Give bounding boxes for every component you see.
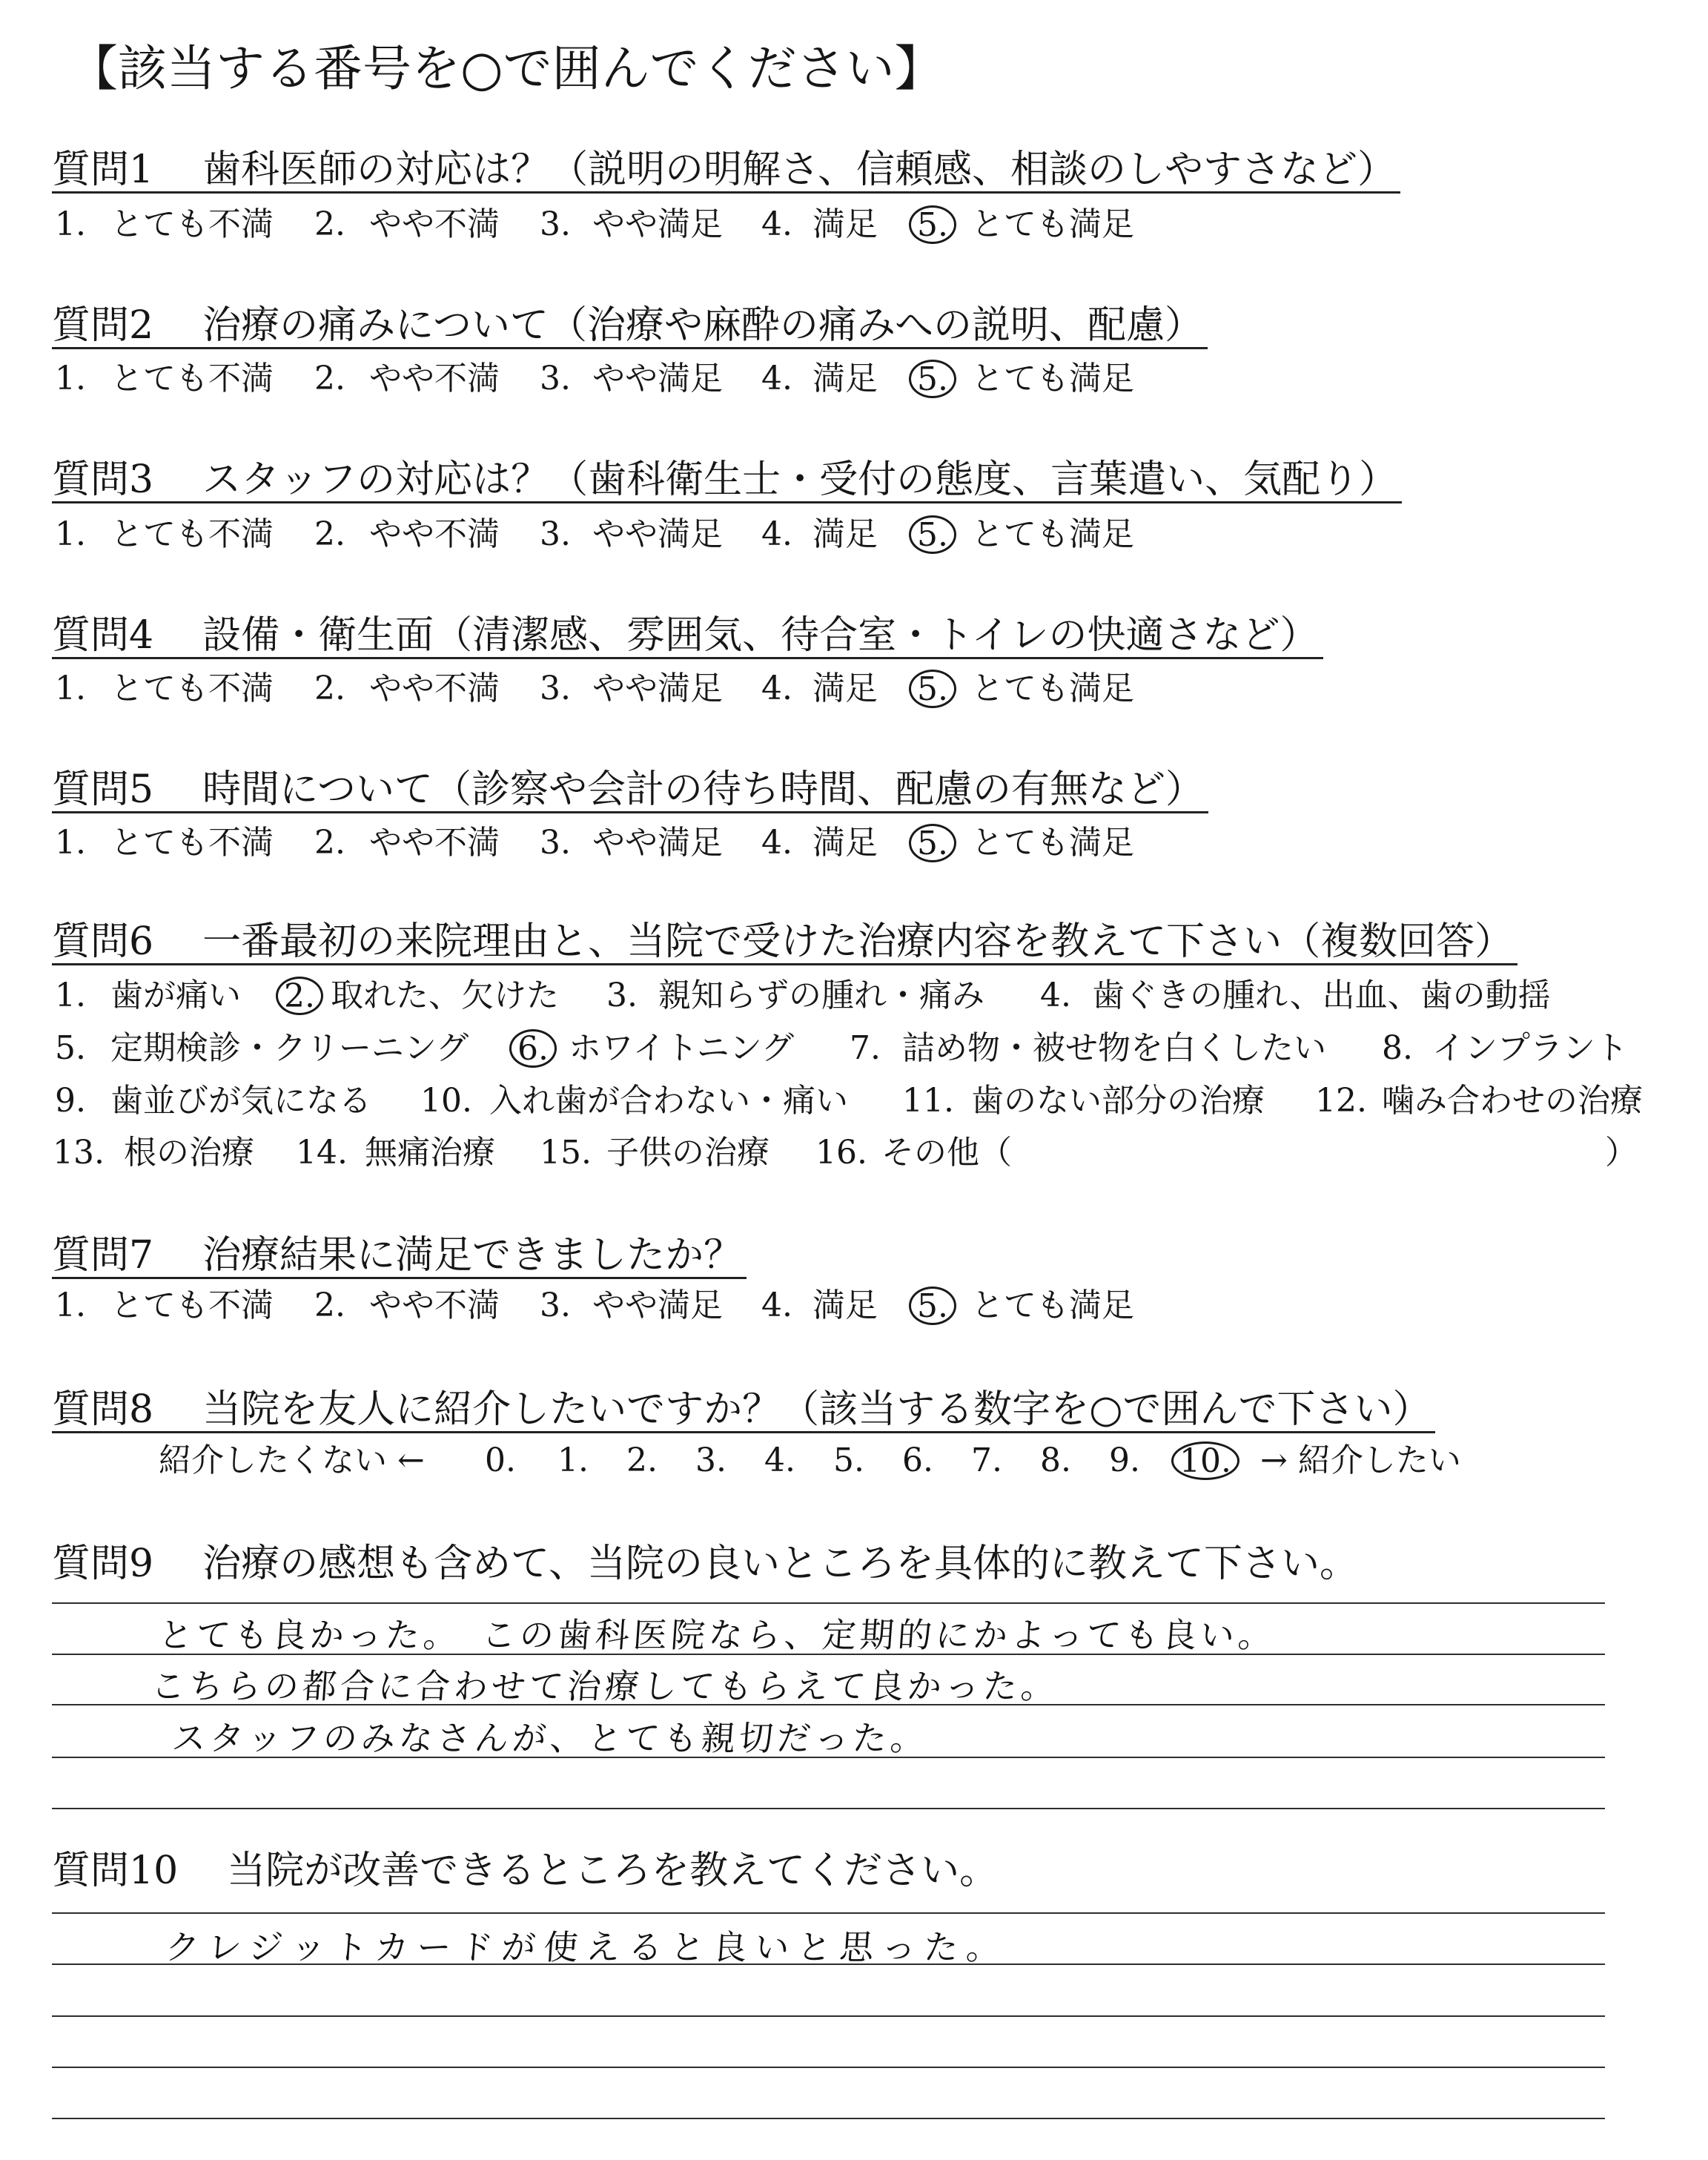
- scale-0: 0.: [485, 1441, 516, 1479]
- q4-option-5-number: 5.: [909, 670, 956, 708]
- question-8-heading: [52, 1388, 1435, 1433]
- q5-option-2-number: 2.: [314, 824, 345, 862]
- q6-option-6-number: 6.: [509, 1029, 557, 1068]
- scale-5: 5.: [833, 1441, 864, 1479]
- q3-option-5-number: 5.: [909, 515, 956, 554]
- question-4-heading: [52, 614, 1323, 659]
- question-3-label: 質問3: [52, 458, 154, 502]
- q1-option-4-number: 4.: [761, 205, 792, 243]
- question-6-options-row-2: [0, 1028, 1708, 1069]
- question-9-text: 治療の感想も含めて、当院の良いところを具体的に教えて下さい。: [202, 1542, 1359, 1586]
- scale-9: 9.: [1109, 1441, 1140, 1479]
- q6-option-15-label: 子供の治療: [606, 1134, 769, 1172]
- question-9-heading: [52, 1542, 1363, 1585]
- q6-option-11-number: 11.: [902, 1082, 954, 1120]
- q3-option-1-label: とても不満: [110, 515, 274, 553]
- q6-other-close-paren: ）: [1605, 1134, 1638, 1172]
- q2-option-5-label: とても満足: [971, 360, 1134, 397]
- question-4-label: 質問4: [52, 613, 154, 658]
- question-7-options: [0, 1286, 1708, 1326]
- q2-option-2-number: 2.: [314, 360, 345, 397]
- q6-option-5-number: 5.: [55, 1029, 86, 1067]
- q4-option-2-label: やや不満: [369, 670, 500, 707]
- q5-option-1-number: 1.: [55, 824, 86, 862]
- question-1-heading: [52, 148, 1400, 194]
- q3-option-4-number: 4.: [761, 515, 792, 553]
- q2-option-1-label: とても不満: [110, 360, 274, 397]
- form-title: 【該当する番号を○で囲んでください】: [69, 40, 944, 97]
- q7-option-5-label: とても満足: [971, 1287, 1134, 1324]
- q6-option-12-number: 12.: [1315, 1082, 1367, 1120]
- question-6: [52, 920, 1517, 965]
- q4-option-1-number: 1.: [55, 670, 86, 707]
- q5-option-3-label: やや満足: [592, 824, 723, 862]
- q1-option-4-label: 満足: [812, 205, 878, 243]
- scale-high-label: → 紹介したい: [1260, 1441, 1461, 1479]
- q4-option-5-label: とても満足: [971, 670, 1134, 707]
- q1-option-5-number: 5.: [909, 205, 956, 244]
- q6-option-13-number: 13.: [53, 1134, 105, 1172]
- q6-option-7-number: 7.: [850, 1029, 881, 1067]
- q1-option-1-number: 1.: [55, 205, 86, 243]
- q5-option-4-number: 4.: [761, 824, 792, 862]
- question-10: [52, 1849, 1002, 1892]
- q4-option-3-label: やや満足: [592, 670, 723, 707]
- question-10-heading: [52, 1849, 1002, 1892]
- q6-option-14-number: 14.: [296, 1134, 348, 1172]
- scale-10: 10.: [1171, 1441, 1239, 1480]
- question-7-text: 治療結果に満足できましたか？: [202, 1233, 743, 1278]
- q6-option-5-label: 定期検診・クリーニング: [110, 1029, 469, 1067]
- q7-option-2-number: 2.: [314, 1287, 345, 1324]
- q6-option-8-number: 8.: [1382, 1029, 1413, 1067]
- q10-answer-line-3: [52, 2015, 1605, 2017]
- q10-answer-line-5: [52, 2118, 1605, 2119]
- q2-option-2-label: やや不満: [369, 360, 500, 397]
- question-6-options-row-3: [0, 1081, 1708, 1121]
- q6-option-10-label: 入れ歯が合わない・痛い: [489, 1082, 848, 1120]
- question-3: [52, 458, 1402, 503]
- q4-option-2-number: 2.: [314, 670, 345, 707]
- q7-option-4-number: 4.: [761, 1287, 792, 1324]
- q9-handwritten-answer-1: とても良かった。 この歯科医院なら、定期的にかよっても良い。: [157, 1615, 1277, 1655]
- q6-option-4-label: 歯ぐきの腫れ、出血、歯の動揺: [1092, 977, 1551, 1014]
- q6-option-6-label: ホワイトニング: [569, 1029, 795, 1067]
- question-7: [52, 1234, 747, 1279]
- q2-option-1-number: 1.: [55, 360, 86, 397]
- q5-option-3-number: 3.: [540, 824, 571, 862]
- question-2-text: 治療の痛みについて（治療や麻酔の痛みへの説明、配慮）: [202, 303, 1204, 348]
- question-9-label: 質問9: [52, 1542, 154, 1586]
- q4-option-4-label: 満足: [812, 670, 878, 707]
- question-5-text: 時間について（診察や会計の待ち時間、配慮の有無など）: [202, 767, 1205, 812]
- question-8-label: 質問8: [52, 1387, 154, 1432]
- q6-option-15-number: 15.: [540, 1134, 592, 1172]
- question-8-text: 当院を友人に紹介したいですか？（該当する数字を○で囲んで下さい）: [202, 1387, 1431, 1432]
- q5-option-2-label: やや不満: [369, 824, 500, 862]
- question-3-heading: [52, 458, 1402, 503]
- q6-option-1-label: 歯が痛い: [110, 977, 241, 1014]
- q7-option-1-number: 1.: [55, 1287, 86, 1324]
- question-6-options-row-4: [0, 1133, 1708, 1173]
- q6-option-4-number: 4.: [1040, 977, 1071, 1014]
- question-6-label: 質問6: [52, 919, 154, 964]
- q6-option-9-label: 歯並びが気になる: [110, 1082, 371, 1120]
- q7-option-4-label: 満足: [812, 1287, 878, 1324]
- scale-2: 2.: [626, 1441, 658, 1479]
- q6-option-12-label: 噛み合わせの治療: [1382, 1082, 1643, 1120]
- q10-handwritten-answer-1: クレジットカードが使えると良いと思った。: [164, 1927, 1010, 1967]
- q7-option-2-label: やや不満: [369, 1287, 500, 1324]
- q9-handwritten-answer-3: スタッフのみなさんが、とても親切だった。: [171, 1718, 930, 1758]
- question-5: [52, 768, 1208, 813]
- question-8-scale: [0, 1441, 1708, 1481]
- question-2-heading: [52, 304, 1208, 349]
- q3-option-2-number: 2.: [314, 515, 345, 553]
- q9-handwritten-answer-2: こちらの都合に合わせて治療してもらえて良かった。: [150, 1666, 1060, 1706]
- q6-option-9-number: 9.: [55, 1082, 86, 1120]
- q6-option-2-number: 2.: [276, 977, 323, 1015]
- q1-option-5-label: とても満足: [971, 205, 1134, 243]
- q4-option-3-number: 3.: [540, 670, 571, 707]
- q3-option-3-label: やや満足: [592, 515, 723, 553]
- question-1-text: 歯科医師の対応は？（説明の明解さ、信頼感、相談のしやすさなど）: [202, 148, 1397, 192]
- scale-3: 3.: [695, 1441, 726, 1479]
- question-8: [52, 1388, 1435, 1433]
- q10-answer-line-4: [52, 2067, 1605, 2068]
- q5-option-4-label: 満足: [812, 824, 878, 862]
- q1-option-1-label: とても不満: [110, 205, 274, 243]
- question-6-text: 一番最初の来院理由と、当院で受けた治療内容を教えて下さい（複数回答）: [202, 919, 1514, 964]
- question-4-text: 設備・衛生面（清潔感、雰囲気、待合室・トイレの快適さなど）: [202, 613, 1319, 658]
- q5-option-5-number: 5.: [909, 824, 956, 862]
- scale-8: 8.: [1040, 1441, 1071, 1479]
- q7-option-1-label: とても不満: [110, 1287, 274, 1324]
- q6-option-7-label: 詰め物・被せ物を白くしたい: [902, 1029, 1326, 1067]
- q5-option-1-label: とても不満: [110, 824, 274, 862]
- q3-option-4-label: 満足: [812, 515, 878, 553]
- question-10-text: 当院が改善できるところを教えてください。: [227, 1849, 999, 1893]
- scale-7: 7.: [971, 1441, 1002, 1479]
- q10-answer-line-1: [52, 1912, 1605, 1914]
- question-4-options: [0, 669, 1708, 709]
- q6-option-8-label: インプラント: [1432, 1029, 1628, 1067]
- question-2-label: 質問2: [52, 303, 154, 348]
- scale-low-label: 紹介したくない ←: [159, 1441, 425, 1479]
- question-9: [52, 1542, 1363, 1585]
- q7-option-3-number: 3.: [540, 1287, 571, 1324]
- q3-option-2-label: やや不満: [369, 515, 500, 553]
- q6-option-10-number: 10.: [420, 1082, 472, 1120]
- q7-option-5-number: 5.: [909, 1287, 956, 1325]
- q4-option-1-label: とても不満: [110, 670, 274, 707]
- q6-option-16-number: 16.: [815, 1134, 867, 1172]
- q6-option-2-label: 取れた、欠けた: [331, 977, 559, 1014]
- q7-option-3-label: やや満足: [592, 1287, 723, 1324]
- question-4: [52, 614, 1323, 659]
- question-10-label: 質問10: [52, 1849, 179, 1893]
- q4-option-4-number: 4.: [761, 670, 792, 707]
- scale-4: 4.: [764, 1441, 795, 1479]
- scale-1: 1.: [557, 1441, 589, 1479]
- question-6-options-row-1: [0, 976, 1708, 1016]
- question-1: [52, 148, 1400, 194]
- q2-option-3-number: 3.: [540, 360, 571, 397]
- question-3-text: スタッフの対応は？（歯科衛生士・受付の態度、言葉遣い、気配り）: [202, 458, 1398, 502]
- q1-option-2-number: 2.: [314, 205, 345, 243]
- q6-option-1-number: 1.: [55, 977, 86, 1014]
- question-5-label: 質問5: [52, 767, 154, 812]
- scale-6: 6.: [902, 1441, 933, 1479]
- q1-option-2-label: やや不満: [369, 205, 500, 243]
- q2-option-4-number: 4.: [761, 360, 792, 397]
- q6-option-16-label: その他（: [881, 1134, 1012, 1172]
- q3-option-3-number: 3.: [540, 515, 571, 553]
- question-2: [52, 304, 1208, 349]
- q2-option-5-number: 5.: [909, 360, 956, 398]
- question-5-options: [0, 823, 1708, 863]
- q2-option-3-label: やや満足: [592, 360, 723, 397]
- question-1-options: [0, 205, 1708, 245]
- q6-option-3-number: 3.: [606, 977, 638, 1014]
- q9-answer-line-1: [52, 1602, 1605, 1604]
- q6-option-14-label: 無痛治療: [365, 1134, 495, 1172]
- question-7-label: 質問7: [52, 1233, 154, 1278]
- question-5-heading: [52, 768, 1208, 813]
- question-6-heading: [52, 920, 1517, 965]
- q9-answer-line-5: [52, 1808, 1605, 1809]
- q1-option-3-number: 3.: [540, 205, 571, 243]
- question-7-heading: [52, 1234, 747, 1279]
- q1-option-3-label: やや満足: [592, 205, 723, 243]
- question-3-options: [0, 515, 1708, 555]
- q2-option-4-label: 満足: [812, 360, 878, 397]
- q6-option-3-label: 親知らずの腫れ・痛み: [658, 977, 984, 1014]
- q3-option-5-label: とても満足: [971, 515, 1134, 553]
- q3-option-1-number: 1.: [55, 515, 86, 553]
- q6-option-13-label: 根の治療: [124, 1134, 254, 1172]
- q5-option-5-label: とても満足: [971, 824, 1134, 862]
- question-2-options: [0, 359, 1708, 399]
- q6-option-11-label: 歯のない部分の治療: [971, 1082, 1265, 1120]
- question-1-label: 質問1: [52, 148, 154, 192]
